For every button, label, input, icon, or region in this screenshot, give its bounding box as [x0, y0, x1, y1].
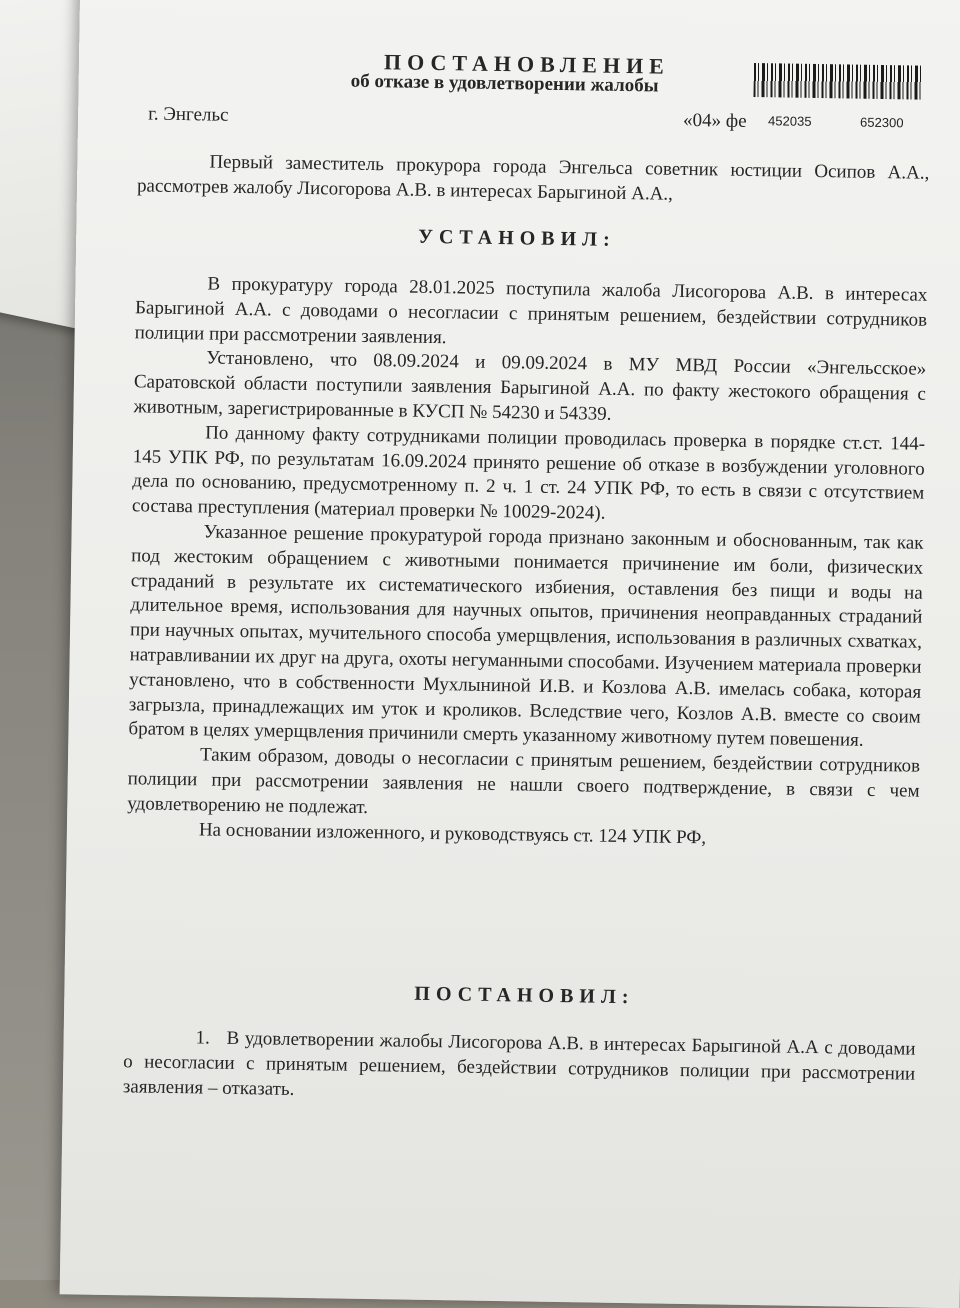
section-heading-ustanovil: УСТАНОВИЛ:	[418, 225, 616, 251]
paragraph-3: По данному факту сотрудниками полиции проводилась проверка в порядке ст.ст. 144-145 УПК РФ, по результатам 16.09.2024 принято решение об отказе в возбуждении уголовного дела по основанию, предусмотренному п. 2 ч. 1 ст. 24 УПК РФ, то есть в связи с отсутствием состава преступления (материал проверки № 10029-2024).	[131, 422, 926, 524]
section-heading-postanovil: ПОСТАНОВИЛ:	[414, 982, 635, 1009]
barcode-number-right: 652300	[859, 114, 904, 131]
paragraph-1: В прокуратуру города 28.01.2025 поступила жалоба Лисогорова А.В. в интересах Барыгиной А.А. с доводами о несогласии с принятым решением, бездействии сотрудников полиции при рассмотрении заявления.	[134, 273, 928, 348]
barcode-number-left: 452035	[768, 113, 812, 129]
document-page	[60, 0, 960, 1308]
intro-text: Первый заместитель прокурора города Энгельса советник юстиции Осипов А.А., рассмотрев жалобу Лисогорова А.В. в интересах Барыгиной А.А.,	[136, 151, 930, 205]
document-title: ПОСТАНОВЛЕНИЕ	[383, 49, 671, 79]
resolution-body	[123, 1025, 916, 1112]
paragraph-2: Установлено, что 08.09.2024 и 09.09.2024 в МУ МВД России «Энгельсское» Саратовской области поступили заявления Барыгиной А.А. по факту жестокого обращения с животным, зарегистрированные в КУСП № 54230 и 54339.	[133, 347, 927, 425]
resolution-item-1: 1. В удовлетворении жалобы Лисогорова А.В. в интересах Барыгиной А.А с доводами о несогласии с принятым решением, бездействии сотрудников полиции при рассмотрении заявления – отказать.	[122, 1027, 916, 1100]
document-city: г. Энгельс	[147, 103, 229, 126]
paragraph-4: Указанное решение прокуратурой города признано законным и обоснованным, так как под жестоким обращением с животными понимается причинение им боли, физических страданий в результате их систематического избиения, оставления без пищи и воды на длительное время, использования для научных опытов, причинения неоправданных страданий при научных опытах, мучительного способа умерщвления, использования в различных схватках, натравливании их друг на друга, охоты негуманными способами. Изучением материала проверки установлено, что в собственности Мухлыниной И.В. и Козлова А.В. имелась собака, которая загрызла, принадлежащих им уток и кроликов. Вследствие чего, Козлов А.В. вместе со своим братом в целях умерщвления причинили смерть указанному животному путем повешения.	[128, 521, 924, 752]
document-subtitle: об отказе в удовлетворении жалобы	[350, 70, 659, 97]
paragraph-6: На основании изложенного, и руководствуясь ст. 124 УПК РФ,	[198, 818, 707, 848]
document-date: «04» фе	[682, 109, 747, 132]
barcode-graphic	[753, 63, 922, 100]
findings-body	[127, 271, 928, 854]
paragraph-5: Таким образом, доводы о несогласии с принятым решением, бездействии сотрудников полиции при рассмотрении заявления не нашли своего подтверждение, в связи с чем удовлетворению не подлежат.	[127, 744, 921, 818]
intro-paragraph	[137, 149, 930, 211]
